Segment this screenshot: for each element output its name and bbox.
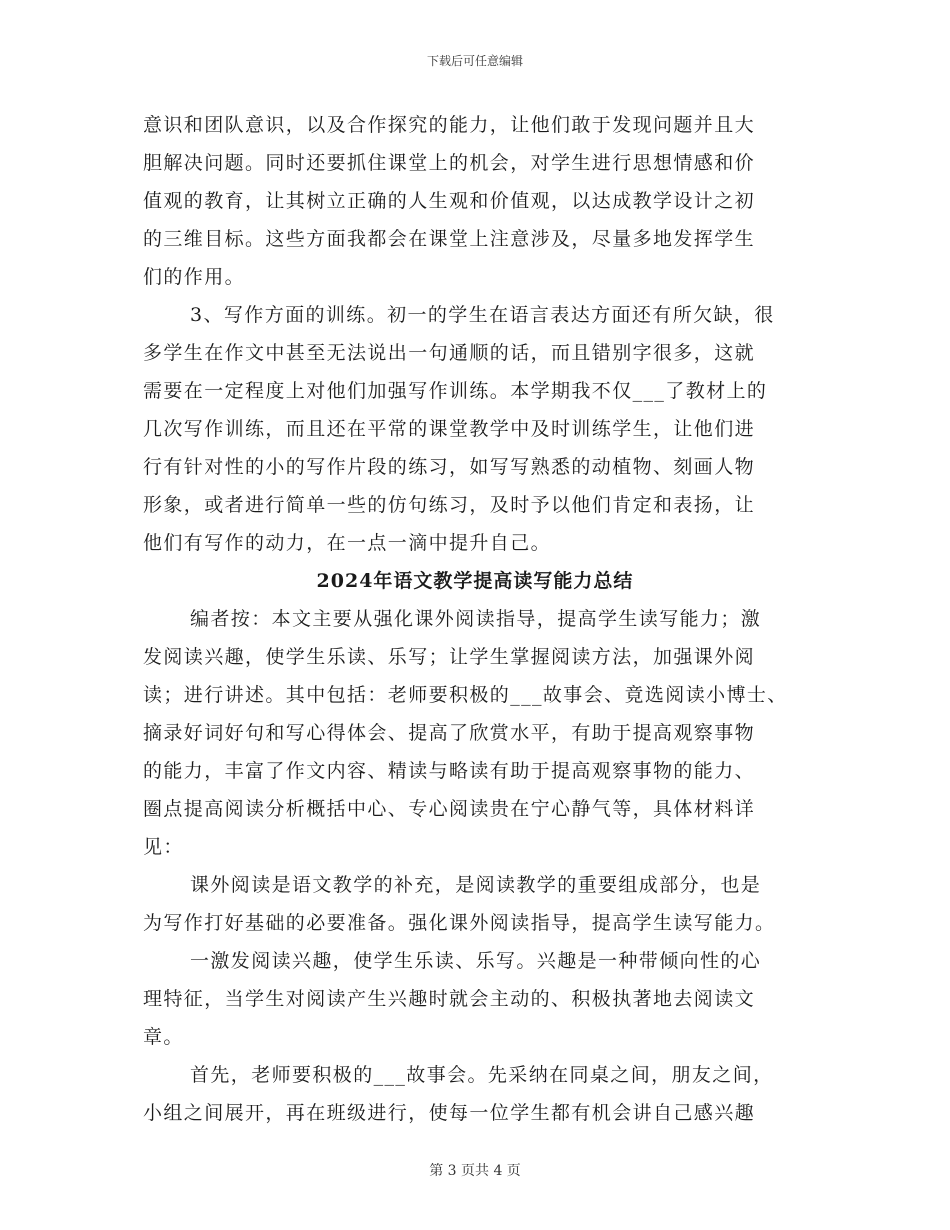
- text-line: 章。: [143, 1026, 184, 1048]
- text-line: 小组之间展开，再在班级进行，使每一位学生都有机会讲自己感兴趣: [143, 1102, 756, 1124]
- text-line: 几次写作训练，而且还在平常的课堂教学中及时训练学生，让他们进: [143, 418, 756, 440]
- text-line: 的能力，丰富了作文内容、精读与略读有助于提高观察事物的能力、: [143, 760, 756, 782]
- text-line: 首先，老师要积极的___故事会。先采纳在同桌之间，朋友之间，: [190, 1064, 774, 1086]
- text-line: 一激发阅读兴趣，使学生乐读、乐写。兴趣是一种带倾向性的心: [190, 950, 762, 972]
- text-line: 需要在一定程度上对他们加强写作训练。本学期我不仅___了教材上的: [143, 380, 768, 402]
- text-line: 多学生在作文中甚至无法说出一句通顺的话，而且错别字很多，这就: [143, 342, 756, 364]
- text-line: 意识和团队意识，以及合作探究的能力，让他们敢于发现问题并且大: [143, 114, 756, 136]
- text-line: 发阅读兴趣，使学生乐读、乐写；让学生掌握阅读方法，加强课外阅: [143, 646, 756, 668]
- text-line: 值观的教育，让其树立正确的人生观和价值观，以达成教学设计之初: [143, 190, 756, 212]
- text-line: 形象，或者进行简单一些的仿句练习，及时予以他们肯定和表扬，让: [143, 494, 756, 516]
- page-footer: 第 3 页共 4 页: [429, 1163, 521, 1179]
- text-line: 摘录好词好句和写心得体会、提高了欣赏水平，有助于提高观察事物: [143, 722, 756, 744]
- section-title: 2024年语文教学提高读写能力总结: [316, 570, 634, 592]
- text-line: 的三维目标。这些方面我都会在课堂上注意涉及，尽量多地发挥学生: [143, 228, 756, 250]
- text-line: 为写作打好基础的必要准备。强化课外阅读指导，提高学生读写能力。: [143, 912, 776, 934]
- text-line: 行有针对性的小的写作片段的练习，如写写熟悉的动植物、刻画人物: [143, 456, 756, 478]
- text-line: 读；进行讲述。其中包括：老师要积极的___故事会、竟选阅读小博士、: [143, 684, 788, 706]
- text-line: 见：: [143, 836, 184, 858]
- text-line: 圈点提高阅读分析概括中心、专心阅读贵在宁心静气等，具体材料详: [143, 798, 756, 820]
- text-line: 胆解决问题。同时还要抓住课堂上的机会，对学生进行思想情感和价: [143, 152, 756, 174]
- text-line: 编者按：本文主要从强化课外阅读指导，提高学生读写能力；激: [190, 608, 762, 630]
- page-header: 下载后可任意编辑: [426, 54, 523, 68]
- text-line: 3、写作方面的训练。初一的学生在语言表达方面还有所欠缺，很: [190, 304, 775, 326]
- text-line: 他们有写作的动力，在一点一滴中提升自己。: [143, 532, 552, 554]
- text-line: 们的作用。: [143, 266, 246, 288]
- text-line: 课外阅读是语文教学的补充，是阅读教学的重要组成部分，也是: [190, 874, 762, 896]
- text-line: 理特征，当学生对阅读产生兴趣时就会主动的、积极执著地去阅读文: [143, 988, 756, 1010]
